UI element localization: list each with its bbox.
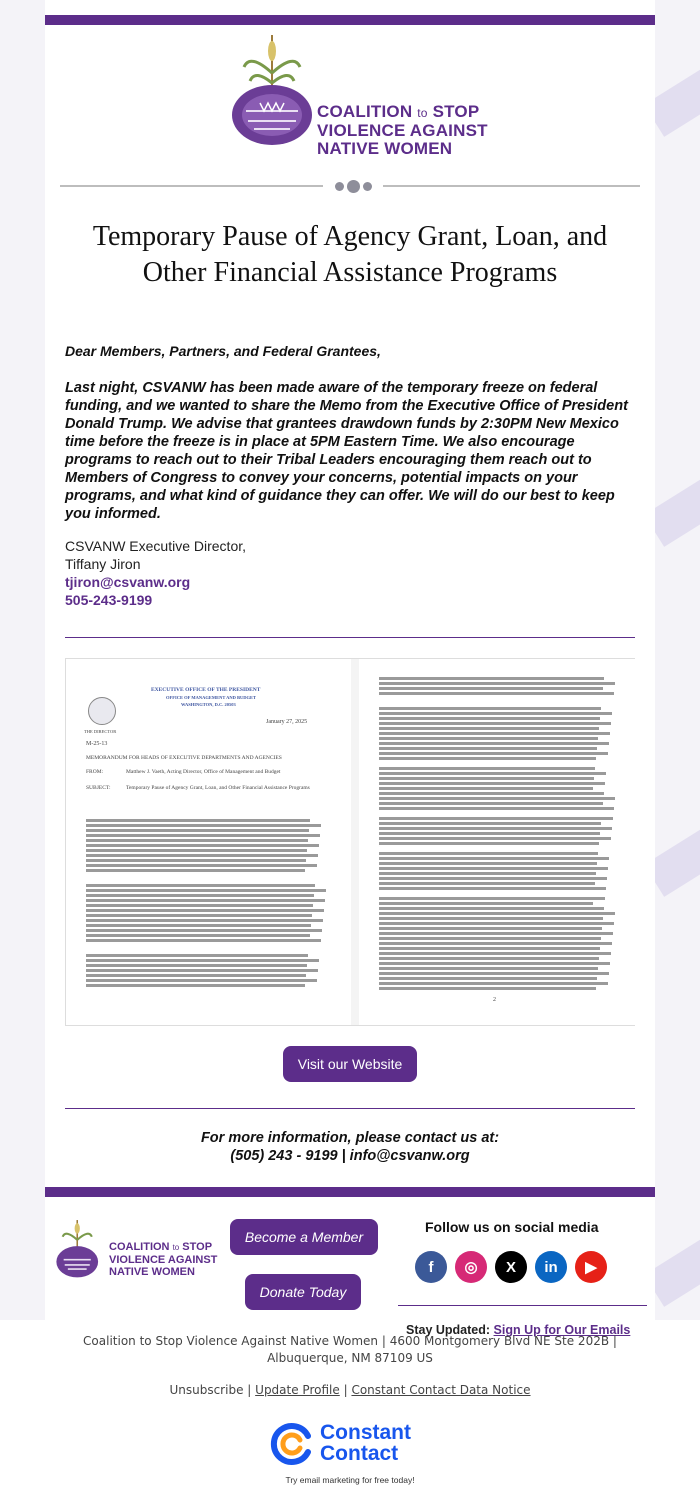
follow-title: Follow us on social media	[425, 1219, 599, 1235]
contact-info	[45, 1129, 655, 1165]
section-divider	[45, 175, 655, 197]
memo-text-line	[379, 752, 608, 755]
memo-text-line	[379, 792, 604, 795]
memo-text-line	[86, 834, 320, 837]
memo-text-line	[86, 824, 321, 827]
memo-text-line	[379, 842, 599, 845]
memo-text-line	[86, 974, 306, 977]
memo-text-line	[86, 919, 323, 922]
constant-contact-logo[interactable]: Constant Contact	[270, 1422, 314, 1471]
memo-text-line	[379, 887, 606, 890]
memo-text-line	[86, 889, 326, 892]
memo-text-line	[379, 922, 614, 925]
signature	[65, 537, 635, 609]
memo-text-line	[86, 964, 307, 967]
memo-text-line	[86, 854, 318, 857]
memo-text-line	[379, 777, 594, 780]
memo-text-line	[379, 937, 601, 940]
instagram-icon[interactable]: ◎	[455, 1251, 487, 1283]
memo-text-line	[86, 929, 322, 932]
memo-text-line	[86, 899, 325, 902]
memo-page-2: 2	[359, 659, 635, 1025]
memo-text-line	[379, 732, 610, 735]
donate-button[interactable]: Donate Today	[245, 1274, 361, 1310]
memo-text-line	[379, 787, 593, 790]
memo-text-line	[379, 982, 608, 985]
more-info-label: For more information, please contact us at:	[200, 1130, 500, 1146]
memo-text-line	[379, 987, 596, 990]
memo-text-line	[379, 807, 614, 810]
memo-text-line	[86, 954, 308, 957]
memo-text-line	[379, 877, 607, 880]
memo-page-1: THE DIRECTOR EXECUTIVE OFFICE OF THE PRESIDENT OFFICE OF MANAGEMENT AND BUDGET WASHINGTON, D.C. 20503 January 27, 2025 M-25-13 MEMORANDUM FOR HEADS OF EXECUTIVE DEPARTMENTS AND AGENCIES FROM: Matthew J. Vaeth, Acting Director, Office of Management and Budget SUBJECT: Temporary Pause of Agency Grant, Loan, and Other Financial Assistance Programs	[66, 659, 351, 1025]
presidential-seal-icon	[88, 697, 116, 725]
memo-text-line	[86, 979, 317, 982]
memo-text-line	[379, 737, 598, 740]
memo-text-line	[379, 677, 604, 680]
message-paragraph: Last night, CSVANW has been made aware of the temporary freeze on federal funding, and we wanted to share the Memo from the Executive Office of President Donald Trump. We advise that grantees drawdown funds by 2:30PM New Mexico time before the freeze is in place at 5PM Eastern Time. We also encourage programs to reach out to their Tribal Leaders encouraging them reach out to Members of Congress to convey your concerns, potential impacts on your programs, and what kind of guidance they can offer. We will do our best to keep you informed.	[65, 380, 628, 522]
memo-text-line	[379, 882, 595, 885]
signature-role: CSVANW Executive Director,	[65, 538, 247, 554]
memo-text-line	[379, 932, 613, 935]
stay-updated: Stay Updated: Sign Up for Our Emails	[406, 1323, 631, 1337]
logo-wordmark: COALITION to STOP VIOLENCE AGAINST NATIVE WOMEN	[317, 102, 488, 158]
background-left	[0, 0, 45, 1320]
divider-line-2	[65, 1108, 635, 1109]
memo-text-line	[86, 849, 307, 852]
memo-text-line	[379, 837, 611, 840]
memo-text-line	[86, 869, 305, 872]
memo-text-line	[379, 692, 614, 695]
memo-text-line	[379, 967, 598, 970]
memo-text-line	[379, 707, 601, 710]
unsubscribe-link[interactable]: Unsubscribe	[169, 1383, 244, 1397]
memo-text-line	[379, 767, 595, 770]
footer-links	[0, 1383, 700, 1397]
memo-text-line	[86, 969, 318, 972]
csvanw-logo[interactable]	[45, 25, 655, 175]
memo-text-line	[379, 747, 597, 750]
social-icons	[415, 1251, 607, 1283]
facebook-icon[interactable]: f	[415, 1251, 447, 1283]
memo-text-line	[379, 897, 605, 900]
signature-name: Tiffany Jiron	[65, 556, 141, 572]
become-member-button[interactable]: Become a Member	[230, 1219, 378, 1255]
memo-text-line	[379, 977, 597, 980]
memo-text-line	[86, 894, 314, 897]
memo-text-line	[86, 914, 312, 917]
memo-text-line	[86, 829, 309, 832]
message-body	[45, 343, 655, 609]
memo-text-line	[379, 782, 605, 785]
memo-text-line	[379, 687, 603, 690]
email-container	[45, 15, 655, 1337]
memo-text-line	[379, 912, 615, 915]
memo-text-line	[379, 852, 598, 855]
memo-text-line	[86, 924, 311, 927]
memo-text-line	[86, 839, 308, 842]
memo-text-line	[86, 859, 306, 862]
visit-website-button[interactable]: Visit our Website	[283, 1046, 417, 1082]
signup-link[interactable]: Sign Up for Our Emails	[493, 1323, 631, 1337]
phone-link[interactable]: 505-243-9199	[65, 592, 153, 608]
cc-tagline: Try email marketing for free today!	[285, 1475, 415, 1485]
memo-text-line	[86, 819, 310, 822]
greeting: Dear Members, Partners, and Federal Grantees,	[65, 343, 381, 359]
memo-text-line	[379, 927, 602, 930]
youtube-icon[interactable]: ▶	[575, 1251, 607, 1283]
memo-text-line	[86, 984, 305, 987]
linkedin-icon[interactable]: in	[535, 1251, 567, 1283]
memo-text-line	[86, 934, 310, 937]
memo-text-line	[379, 952, 611, 955]
memo-text-line	[379, 902, 593, 905]
page-title: Temporary Pause of Agency Grant, Loan, and Other Financial Assistance Programs	[92, 221, 608, 288]
memo-text-line	[86, 959, 319, 962]
memo-text-line	[379, 942, 612, 945]
memo-text-line	[86, 864, 317, 867]
memo-text-line	[379, 817, 613, 820]
memo-text-line	[379, 717, 600, 720]
divider-line	[65, 637, 635, 638]
memo-text-line	[379, 712, 612, 715]
email-link[interactable]: tjiron@csvanw.org	[65, 574, 191, 590]
mailing-address: Coalition to Stop Violence Against Native Women | 4600 Montgomery Blvd NE Ste 202B | Albuquerque, NM 87109 US	[83, 1334, 617, 1365]
memo-text-line	[86, 904, 313, 907]
memo-text-line	[379, 907, 604, 910]
footer-logo-icon[interactable]	[55, 1219, 100, 1279]
memo-text-line	[86, 884, 315, 887]
memo-text-line	[86, 939, 321, 942]
data-notice-link[interactable]: Constant Contact Data Notice	[351, 1383, 531, 1397]
memo-text-line	[379, 957, 599, 960]
memo-text-line	[379, 872, 596, 875]
memo-text-line	[379, 867, 608, 870]
memo-text-line	[379, 772, 606, 775]
footer-accent-bar	[45, 1187, 655, 1197]
memo-text-line	[379, 757, 596, 760]
memo-text-line	[379, 682, 615, 685]
separator: |	[343, 1383, 348, 1397]
memo-text-line	[379, 802, 603, 805]
memo-text-line	[379, 972, 609, 975]
memo-text-line	[379, 832, 600, 835]
memo-text-line	[379, 947, 600, 950]
social-divider	[398, 1305, 647, 1306]
constant-contact-icon	[270, 1422, 314, 1466]
memo-text-line	[379, 727, 599, 730]
footer-logo-wordmark: COALITION to STOP VIOLENCE AGAINST NATIVE WOMEN	[109, 1241, 218, 1278]
memo-text-line	[379, 742, 609, 745]
memo-text-line	[379, 862, 597, 865]
background-right	[655, 0, 700, 1320]
memo-text-line	[379, 822, 601, 825]
memo-text-line	[86, 909, 324, 912]
memo-text-line	[379, 857, 609, 860]
memo-text-line	[379, 827, 612, 830]
omb-memo-image[interactable]	[65, 658, 635, 1026]
memo-text-line	[379, 962, 610, 965]
memo-text-line	[379, 917, 603, 920]
memo-text-line	[86, 844, 319, 847]
update-profile-link[interactable]: Update Profile	[255, 1383, 340, 1397]
corn-basket-logo-icon	[230, 33, 315, 148]
contact-line[interactable]: (505) 243 - 9199 | info@csvanw.org	[230, 1148, 470, 1164]
separator: |	[247, 1383, 252, 1397]
memo-text-line	[379, 797, 615, 800]
x-icon[interactable]: X	[495, 1251, 527, 1283]
memo-text-line	[379, 722, 611, 725]
top-accent-bar	[45, 15, 655, 25]
